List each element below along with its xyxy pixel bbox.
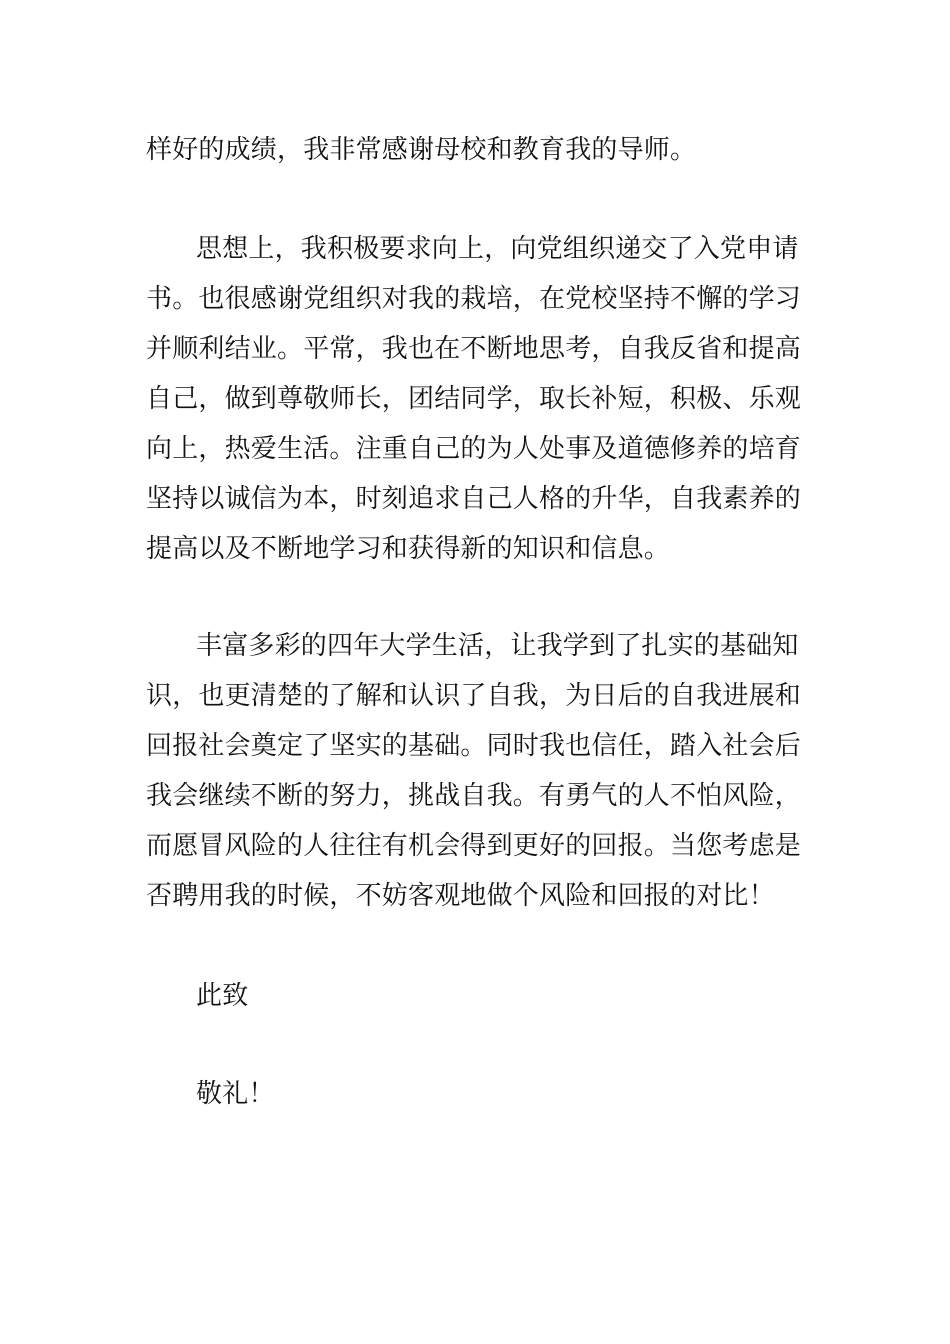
- paragraph-2-line-7: 提高以及不断地学习和获得新的知识和信息。: [146, 534, 671, 564]
- paragraph-3-line-3: 回报社会奠定了坚实的基础。同时我也信任，踏入社会后: [146, 731, 802, 761]
- paragraph-1-line-1: 样好的成绩，我非常感谢母校和教育我的导师。: [146, 135, 697, 165]
- paragraph-2-line-3: 并顺利结业。平常，我也在不断地思考，自我反省和提高: [146, 334, 802, 364]
- closing-regards: 敬礼！: [196, 1079, 275, 1109]
- paragraph-3-line-4: 我会继续不断的努力，挑战自我。有勇气的人不怕风险，: [146, 781, 802, 811]
- paragraph-2-line-1: 思想上，我积极要求向上，向党组织递交了入党申请: [196, 234, 799, 264]
- paragraph-2-line-2: 书。也很感谢党组织对我的栽培，在党校坚持不懈的学习: [146, 284, 802, 314]
- paragraph-2-line-6: 坚持以诚信为本，时刻追求自己人格的升华，自我素养的: [146, 484, 802, 514]
- paragraph-3-line-5: 而愿冒风险的人往往有机会得到更好的回报。当您考虑是: [146, 831, 802, 861]
- paragraph-2-line-5: 向上，热爱生活。注重自己的为人处事及道德修养的培育: [146, 434, 802, 464]
- paragraph-3-line-2: 识，也更清楚的了解和认识了自我，为日后的自我进展和: [146, 681, 802, 711]
- paragraph-3-line-6: 否聘用我的时候，不妨客观地做个风险和回报的对比！: [146, 881, 775, 911]
- paragraph-3-line-1: 丰富多彩的四年大学生活，让我学到了扎实的基础知: [196, 631, 799, 661]
- paragraph-2-line-4: 自己，做到尊敬师长，团结同学，取长补短，积极、乐观: [146, 384, 802, 414]
- closing-salutation: 此致: [196, 981, 249, 1011]
